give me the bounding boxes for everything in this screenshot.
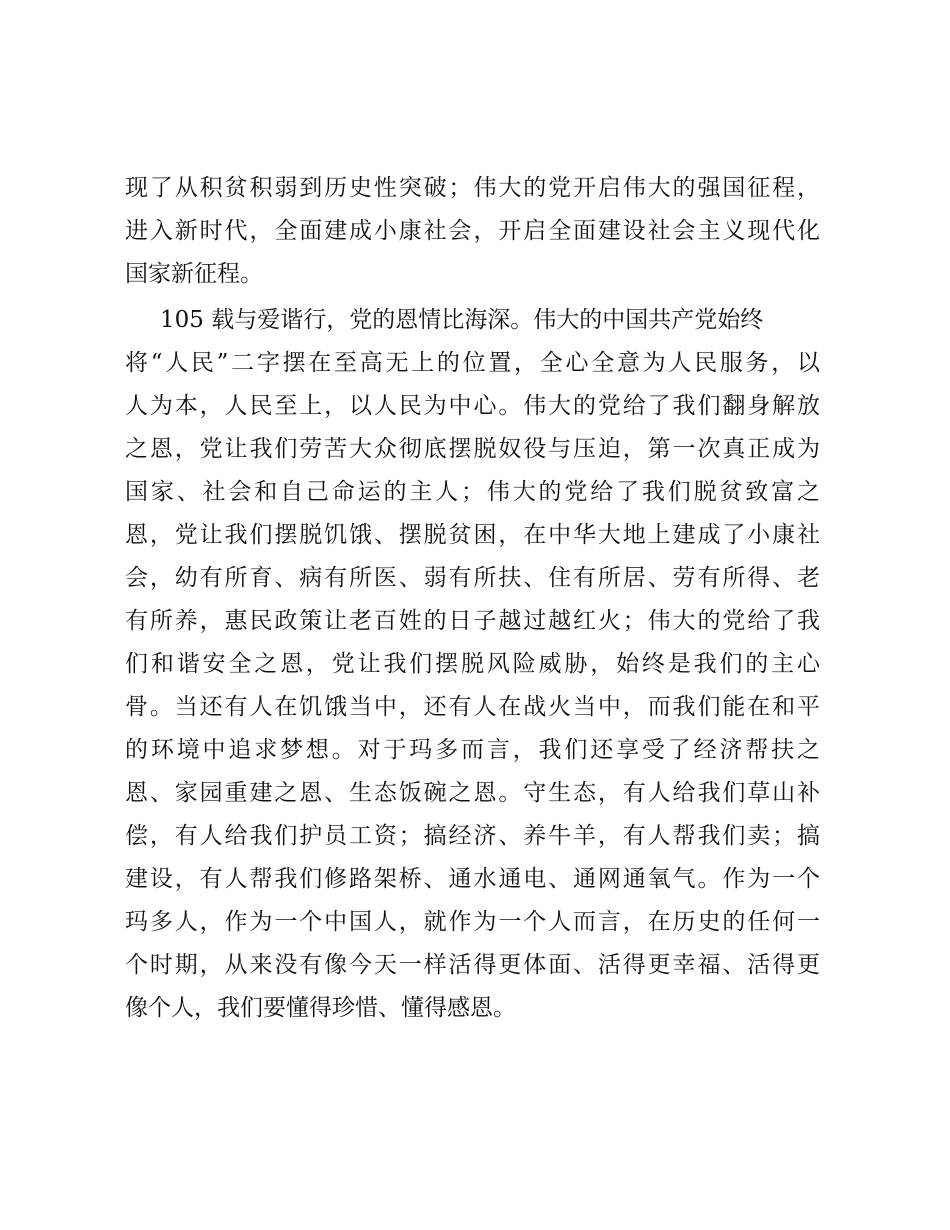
paragraph-line: 国家、社会和自己命运的主人；伟大的党给了我们脱贫致富之 <box>125 479 820 505</box>
paragraph-line: 105 载与爱谐行，党的恩情比海深。伟大的中国共产党始终 <box>160 307 764 333</box>
paragraph-line: 恩、家园重建之恩、生态饭碗之恩。守生态，有人给我们草山补 <box>125 780 820 806</box>
paragraph-line: 现了从积贫积弱到历史性突破；伟大的党开启伟大的强国征程， <box>125 175 820 201</box>
paragraph-line: 国家新征程。 <box>125 261 263 287</box>
paragraph-line: 玛多人，作为一个中国人，就作为一个人而言，在历史的任何一 <box>125 909 820 935</box>
paragraph-line: 们和谐安全之恩，党让我们摆脱风险威胁，始终是我们的主心 <box>125 651 820 677</box>
paragraph-line: 的环境中追求梦想。对于玛多而言，我们还享受了经济帮扶之 <box>125 737 820 763</box>
paragraph-line: 进入新时代，全面建成小康社会，开启全面建设社会主义现代化 <box>125 218 820 244</box>
paragraph-line: 偿，有人给我们护员工资；搞经济、养牛羊，有人帮我们卖；搞 <box>125 823 820 849</box>
paragraph-line: 建设，有人帮我们修路架桥、通水通电、通网通氧气。作为一个 <box>125 866 820 892</box>
paragraph-line: 将“人民”二字摆在至高无上的位置，全心全意为人民服务，以 <box>125 350 820 376</box>
paragraph-line: 个时期，从来没有像今天一样活得更体面、活得更幸福、活得更 <box>125 952 820 978</box>
paragraph-line: 像个人，我们要懂得珍惜、懂得感恩。 <box>125 995 516 1021</box>
paragraph-line: 骨。当还有人在饥饿当中，还有人在战火当中，而我们能在和平 <box>125 694 820 720</box>
paragraph-line: 有所养，惠民政策让老百姓的日子越过越红火；伟大的党给了我 <box>125 608 820 634</box>
paragraph-line: 之恩，党让我们劳苦大众彻底摆脱奴役与压迫，第一次真正成为 <box>125 436 820 462</box>
paragraph-line: 人为本，人民至上，以人民为中心。伟大的党给了我们翻身解放 <box>125 393 820 419</box>
paragraph-line: 会，幼有所育、病有所医、弱有所扶、住有所居、劳有所得、老 <box>125 565 820 591</box>
paragraph-line: 恩，党让我们摆脱饥饿、摆脱贫困，在中华大地上建成了小康社 <box>125 522 820 548</box>
